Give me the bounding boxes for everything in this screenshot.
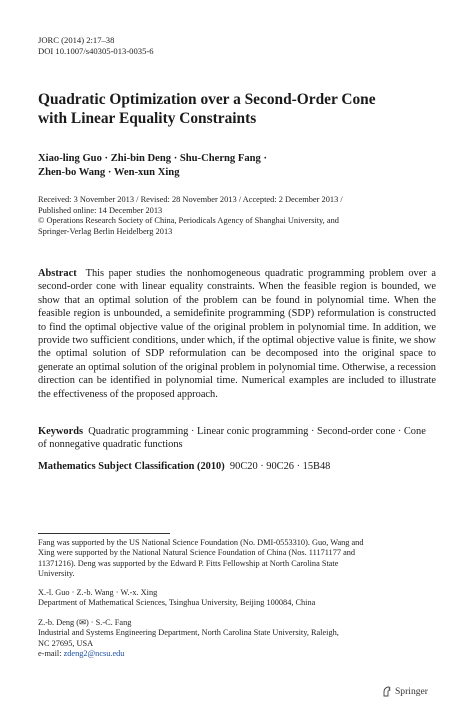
dates-line: Received: 3 November 2013 / Revised: 28 November 2013 / Accepted: 2 December 2013 / xyxy=(38,195,343,204)
title-line: with Linear Equality Constraints xyxy=(38,110,257,127)
footnote-affiliation-2 xyxy=(38,618,436,660)
footnote-line: Industrial and Systems Engineering Department, North Carolina State University, Raleigh, xyxy=(38,628,339,638)
footnote-line: Xing were supported by the National Natural Science Foundation of China (Nos. 11171177 and xyxy=(38,548,356,558)
footnote-line: Fang was supported by the US National Science Foundation (No. DMI-0553310). Guo, Wang and xyxy=(38,538,364,547)
journal-citation: JORC (2014) 2:17–38 xyxy=(38,35,115,45)
footnote-line: University. xyxy=(38,569,75,579)
publication-dates xyxy=(38,195,438,237)
footnote-affiliation-1 xyxy=(38,588,436,609)
author-line: Xiao-ling Guo · Zhi-bin Deng · Shu-Cherng Fang · xyxy=(38,153,267,164)
abstract-text: This paper studies the nonhomogeneous quadratic programming problem over a second-order cone with linear equality constraints. When the feasible region is bounded, we show that an optimal solution of the problem can be found in polynomial time. When the feasible region is unbounded, a semidefinite programming (SDP) reformulation is constructed to find the optimal objective value of the original problem in polynomial time. In addition, we provide two sufficient conditions, under which, if the optimal objective value is finite, we show the optimal solution of SDP reformulation can be decomposed into the original space to generate an optimal solution of the original problem in polynomial time. Otherwise, a recession direction can be identified in polynomial time. Numerical examples are included to illustrate the effectiveness of the proposed approach. xyxy=(38,268,436,400)
footnote-rule xyxy=(38,533,170,534)
footnote-line: NC 27695, USA xyxy=(38,638,94,648)
keywords-heading: Keywords xyxy=(38,426,84,437)
abstract xyxy=(38,267,436,401)
keywords xyxy=(38,425,436,452)
dates-line: Springer-Verlag Berlin Heidelberg 2013 xyxy=(38,226,173,236)
author-list xyxy=(38,152,438,180)
dates-line: © Operations Research Society of China, Periodicals Agency of Shanghai University, and xyxy=(38,216,339,226)
publisher-mark xyxy=(382,686,428,697)
abstract-heading: Abstract xyxy=(38,268,77,279)
journal-doi: DOI 10.1007/s40305-013-0035-6 xyxy=(38,46,154,56)
msc-classification xyxy=(38,460,436,473)
footnote-line: 11371216). Deng was supported by the Edward P. Fitts Fellowship at North Carolina State xyxy=(38,558,339,568)
footnote-funding xyxy=(38,538,436,580)
footnote-email-line xyxy=(38,649,436,659)
publisher-name: Springer xyxy=(394,686,428,697)
author-line: Zhen-bo Wang · Wen-xun Xing xyxy=(38,167,180,178)
springer-horse-icon xyxy=(382,686,392,697)
email-label: e-mail: xyxy=(38,649,62,659)
footnote-line: X.-l. Guo · Z.-b. Wang · W.-x. Xing xyxy=(38,588,158,597)
footnote-line: Department of Mathematical Sciences, Tsinghua University, Beijing 100084, China xyxy=(38,598,316,608)
dates-line: Published online: 14 December 2013 xyxy=(38,205,163,215)
title-line: Quadratic Optimization over a Second-Order Cone xyxy=(38,91,376,108)
msc-heading: Mathematics Subject Classification (2010) xyxy=(38,461,225,472)
keywords-text: Quadratic programming · Linear conic programming · Second-order cone · Cone of nonnegative quadratic functions xyxy=(38,426,426,451)
email-link[interactable]: zdeng2@ncsu.edu xyxy=(63,649,125,659)
msc-codes: 90C20 · 90C26 · 15B48 xyxy=(229,461,331,472)
footnote-names: Z.-b. Deng (✉) · S.-C. Fang xyxy=(38,618,132,627)
paper-title xyxy=(38,90,438,128)
